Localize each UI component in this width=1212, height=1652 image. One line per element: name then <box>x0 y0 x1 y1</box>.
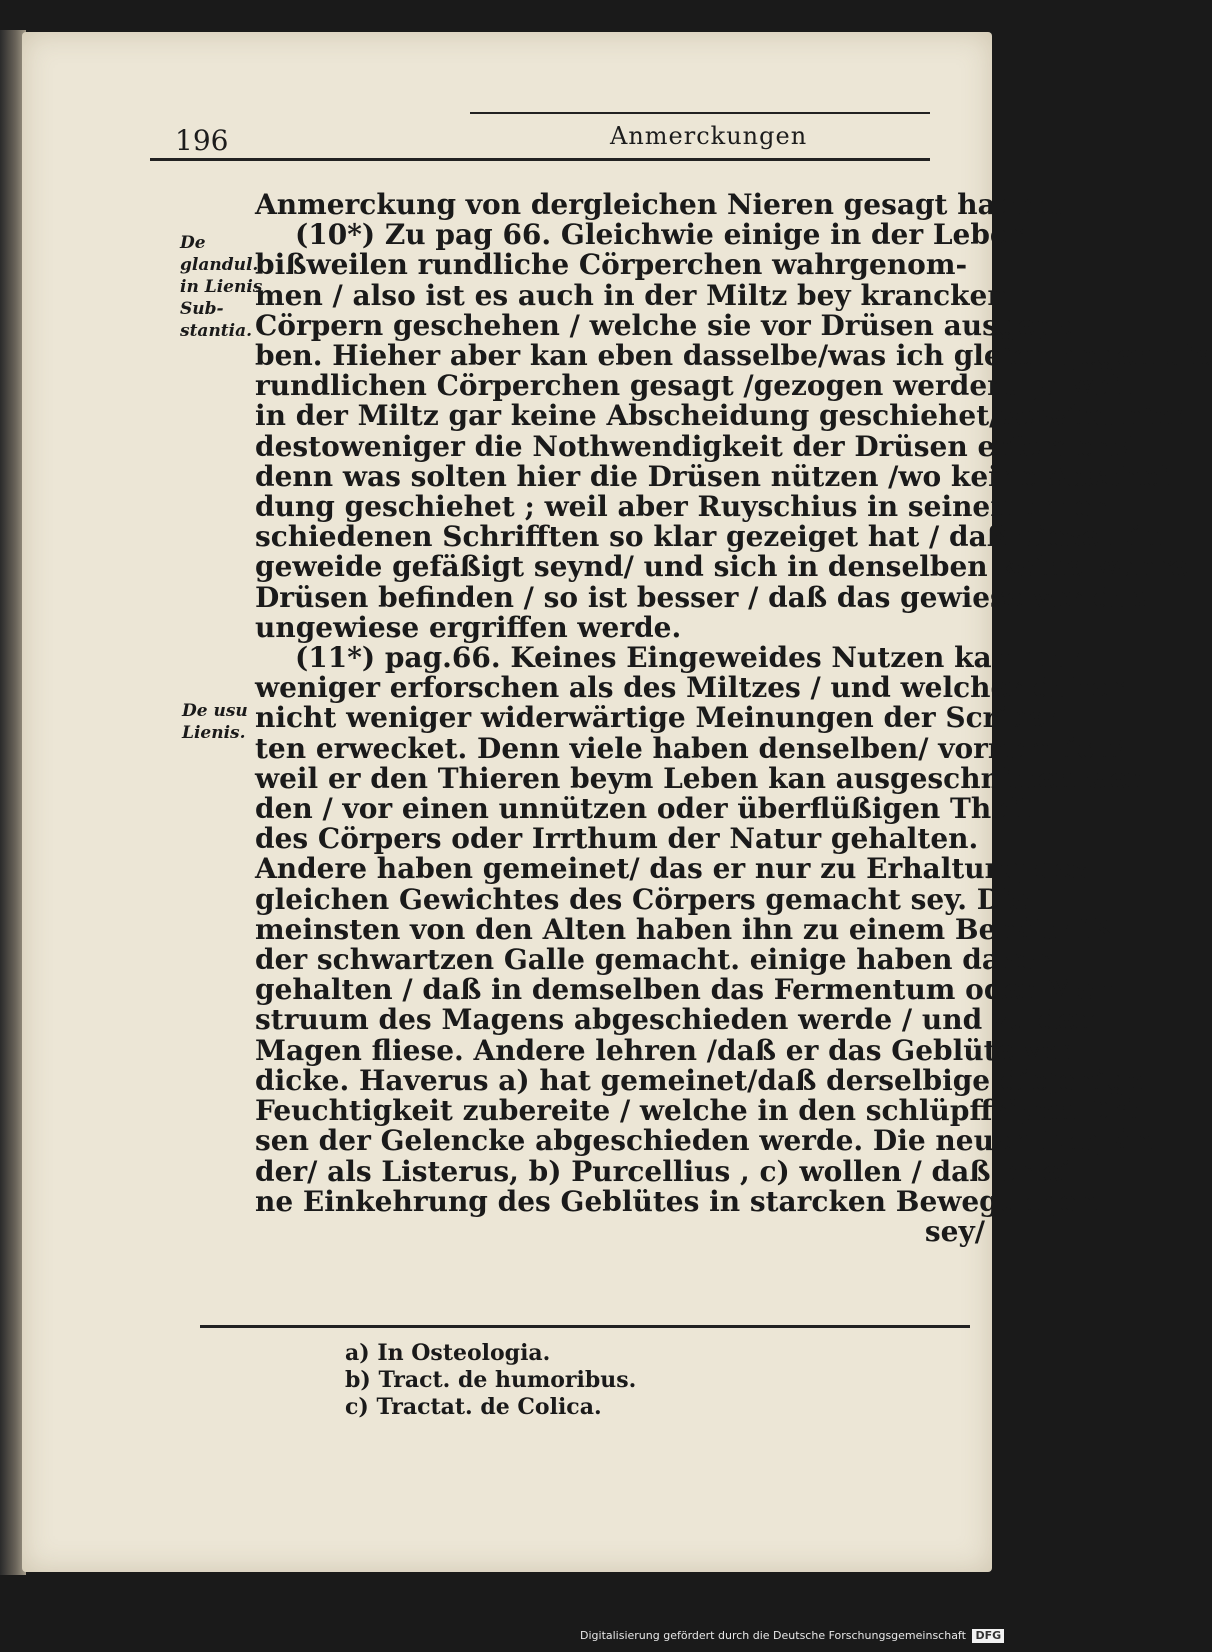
text-line: schiedenen Schrifften so klar gezeiget hat / daß diese Ein- <box>255 520 1174 554</box>
text-line: gleichen Gewichtes des Cörpers gemacht sey. Die <box>255 882 1030 916</box>
text-line: nicht weniger widerwärtige Meinungen der Scriben- <box>255 701 1078 735</box>
text-line: weil er den Thieren beym Leben kan ausgeschnitten wer- <box>255 761 1154 795</box>
text-line: denn was solten hier die Drüsen nützen /wo keine Abschei- <box>255 459 1182 493</box>
text-line: struum des Magens abgeschieden werde / und zu dem <box>255 1003 1105 1037</box>
funding-banner <box>580 1620 1000 1652</box>
text-line: sen der Gelencke abgeschieden werde. Die neuen Englän- <box>255 1124 1164 1158</box>
text-line: dung geschiehet ; weil aber Ruyschius in seinen unter- <box>255 490 1119 524</box>
body-text <box>255 188 1212 1248</box>
marginal-note-usage <box>182 700 262 744</box>
text-line: destoweniger die Nothwendigkeit der Drüsen erfordert/ <box>255 429 1131 463</box>
dfg-logo-icon: DFG <box>972 1629 1004 1643</box>
text-line: Magen fliese. Andere lehren /daß er das Geblüte ver- <box>255 1033 1085 1067</box>
footnote-rule <box>200 1325 970 1328</box>
marginal-note-line: glandul. <box>180 255 259 275</box>
text-line: in der Miltz gar keine Abscheidung geschiehet/so wird hier <box>255 399 1186 433</box>
text-line: (11*) pag.66. Keines Eingeweides Nutzen kan man <box>295 641 1090 675</box>
text-line: rundlichen Cörperchen gesagt /gezogen werden. Ja weil <box>255 369 1132 403</box>
ornament-rule <box>470 112 930 114</box>
text-line: Andere haben gemeinet/ das er nur zu Erhaltung des <box>255 852 1088 886</box>
marginal-note-line: stantia. <box>180 321 253 341</box>
text-line: ne Einkehrung des Geblütes in starcken Bewegungen <box>255 1184 1098 1218</box>
text-line: bißweilen rundliche Cörperchen wahrgenom- <box>255 248 968 282</box>
text-line: meinsten von den Alten haben ihn zu einem Behältniß <box>255 912 1111 946</box>
catchword: sey/ <box>924 1214 985 1248</box>
text-line: (10*) Zu pag 66. Gleichwie einige in der Leber <box>295 218 1023 252</box>
marginal-note-line: Lienis. <box>182 723 246 743</box>
footnotes <box>345 1340 845 1421</box>
text-line: men / also ist es auch in der Miltz bey krancken <box>255 278 1008 312</box>
marginal-note-line: in Lienis <box>180 277 263 297</box>
footnote-b: b) Tract. de humoribus. <box>345 1367 637 1393</box>
text-line: dicke. Haverus a) hat gemeinet/daß derselbige diejenige <box>255 1063 1145 1097</box>
marginal-note-glands <box>180 232 263 342</box>
footnote-a: a) In Osteologia. <box>345 1340 551 1366</box>
text-line: gehalten / daß in demselben das Fermentum oder Men- <box>255 973 1127 1007</box>
text-line: Feuchtigkeit zubereite / welche in den schlüpffrigen Drü- <box>255 1094 1157 1128</box>
text-line: der schwartzen Galle gemacht. einige haben davor <box>255 943 1050 977</box>
text-line: Cörpern geschehen / welche sie vor Drüsen ausgege- <box>255 308 1085 342</box>
running-head <box>150 110 950 156</box>
text-line: den / vor einen unnützen oder überflüßigen Theil <box>255 792 1031 826</box>
text-line: des Cörpers oder Irrthum der Natur gehalten. <box>255 822 979 856</box>
running-title: Anmerckungen <box>610 122 808 150</box>
text-line: der/ als Listerus, b) Purcellius , c) wollen / daß er ei- <box>255 1154 1083 1188</box>
header-rule <box>150 158 930 161</box>
text-line: Drüsen befinden / so ist besser / daß das gewiese vor das <box>255 580 1147 614</box>
marginal-note-line: De <box>180 233 206 253</box>
marginal-note-line: De usu <box>182 701 248 721</box>
funding-text: Digitalisierung gefördert durch die Deutsche Forschungsgemeinschaft <box>580 1629 966 1642</box>
text-line: ben. Hieher aber kan eben dasselbe/was ich gleich gegen die <box>255 339 1212 373</box>
marginal-note-line: Sub- <box>180 299 224 319</box>
text-line: ten erwecket. Denn viele haben denselben/ vornemlich/ <box>255 731 1125 765</box>
page-number: 196 <box>175 124 229 157</box>
footnote-c: c) Tractat. de Colica. <box>345 1394 602 1420</box>
text-line: weniger erforschen als des Miltzes / und welcher daher <box>255 671 1124 705</box>
text-line: geweide gefäßigt seynd/ und sich in denselben keine wahre <box>255 550 1189 584</box>
text-line: Anmerckung von dergleichen Nieren gesagt haben. <box>255 188 1064 221</box>
text-line: ungewiese ergriffen werde. <box>255 610 682 644</box>
